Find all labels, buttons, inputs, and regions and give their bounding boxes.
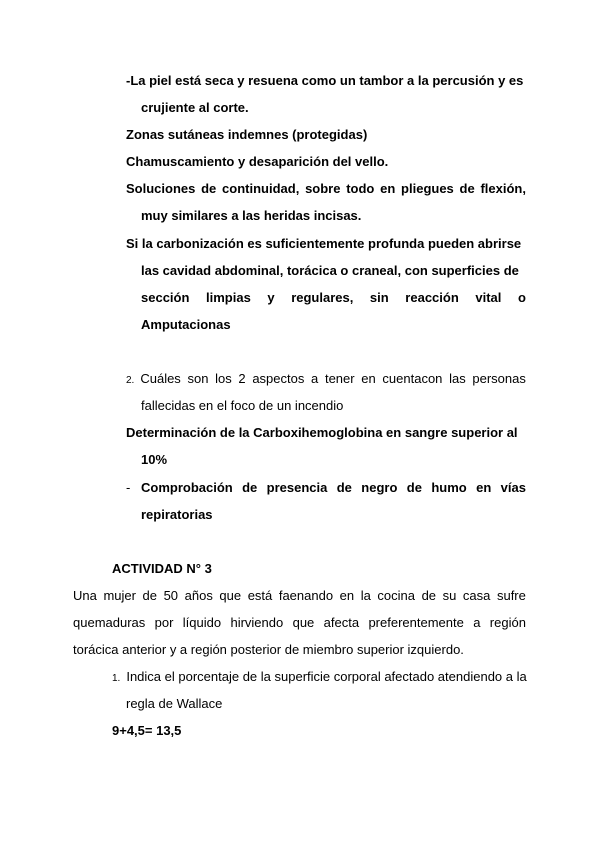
word: humo: [431, 480, 467, 495]
word: sin: [369, 290, 389, 305]
word: pliegues: [401, 181, 454, 196]
word: en: [476, 480, 492, 495]
word: preferentemente: [368, 615, 464, 630]
word: 50: [163, 588, 179, 603]
word: y: [267, 290, 275, 305]
word: sufre: [496, 588, 526, 603]
section-title: ACTIVIDAD N° 3: [112, 561, 212, 576]
text-line: fallecidas en el foco de un incendio: [141, 398, 344, 413]
dash-bullet: -: [126, 480, 131, 495]
word: sobre: [305, 181, 341, 196]
word: negro: [361, 480, 398, 495]
word: sección: [141, 290, 190, 305]
question-text: Indica el porcentaje de la superficie corporal afectado atendiendo a la: [126, 669, 527, 684]
question-line: [126, 371, 526, 389]
word: las: [449, 371, 466, 386]
text-line: crujiente al corte.: [141, 100, 249, 115]
text-line: torácica anterior y a región posterior de miembro superior izquierdo.: [73, 642, 464, 657]
word: de: [242, 480, 258, 495]
word: de: [459, 181, 475, 196]
word: Comprobación: [141, 480, 233, 495]
word: son: [187, 371, 209, 386]
word: en: [339, 588, 355, 603]
word: de: [406, 480, 422, 495]
text-line: Amputacionas: [141, 317, 231, 332]
word: quemaduras: [73, 615, 146, 630]
word: casa: [462, 588, 491, 603]
word: que: [219, 588, 242, 603]
text-line: las cavidad abdominal, torácica o craneal, con superficies de: [141, 263, 519, 278]
answer-text: 9+4,5= 13,5: [112, 723, 182, 738]
word: tener: [324, 371, 355, 386]
word: presencia: [266, 480, 328, 495]
word: en: [380, 181, 396, 196]
word: de: [201, 181, 217, 196]
word: todo: [346, 181, 375, 196]
word: región: [489, 615, 526, 630]
word: la: [360, 588, 371, 603]
word: personas: [472, 371, 526, 386]
justified-line: [141, 480, 526, 496]
word: los: [215, 371, 232, 386]
text-line: Determinación de la Carboxihemoglobina en sangre superior al: [126, 425, 518, 440]
text-line: Si la carbonización es suficientemente profunda pueden abrirse: [126, 236, 522, 251]
justified-line: [73, 615, 526, 631]
word: Una: [73, 588, 97, 603]
word: vital: [475, 290, 502, 305]
word: Soluciones: [126, 181, 196, 196]
word: vías: [500, 480, 526, 495]
word: faenando: [278, 588, 334, 603]
word: regulares,: [291, 290, 354, 305]
text-line: Zonas sutáneas indemnes (protegidas): [126, 127, 368, 142]
word: o: [517, 290, 526, 305]
word: años: [184, 588, 213, 603]
question-line: [112, 669, 527, 687]
word: de: [142, 588, 157, 603]
word: aspectos: [252, 371, 305, 386]
word: su: [442, 588, 457, 603]
word: está: [247, 588, 273, 603]
word: líquido: [182, 615, 222, 630]
justified-line: [73, 588, 526, 604]
word: por: [154, 615, 174, 630]
word: limpias: [206, 290, 251, 305]
word: afecta: [323, 615, 360, 630]
justified-line: [126, 181, 526, 197]
text-line: regla de Wallace: [126, 696, 223, 711]
word: de: [421, 588, 437, 603]
word: flexión,: [480, 181, 526, 196]
question-number: 2. Cuáles: [126, 371, 181, 386]
word: a: [311, 371, 319, 386]
word: continuidad,: [222, 181, 300, 196]
justified-line: [141, 290, 526, 306]
text-line: -La piel está seca y resuena como un tambor a la percusión y es: [126, 73, 524, 88]
word: 2: [238, 371, 246, 386]
text-line: Chamuscamiento y desaparición del vello.: [126, 154, 389, 169]
word: de: [336, 480, 352, 495]
word: reacción: [405, 290, 459, 305]
word: cuentacon: [382, 371, 443, 386]
text-line: 10%: [141, 452, 168, 467]
text-line: muy similares a las heridas incisas.: [141, 208, 362, 223]
text-line: repiratorias: [141, 507, 213, 522]
word: a: [473, 615, 481, 630]
word: en: [361, 371, 376, 386]
word: que: [292, 615, 315, 630]
word: cocina: [377, 588, 415, 603]
word: mujer: [103, 588, 136, 603]
question-number: 1.: [112, 673, 121, 684]
word: hirviendo: [230, 615, 284, 630]
